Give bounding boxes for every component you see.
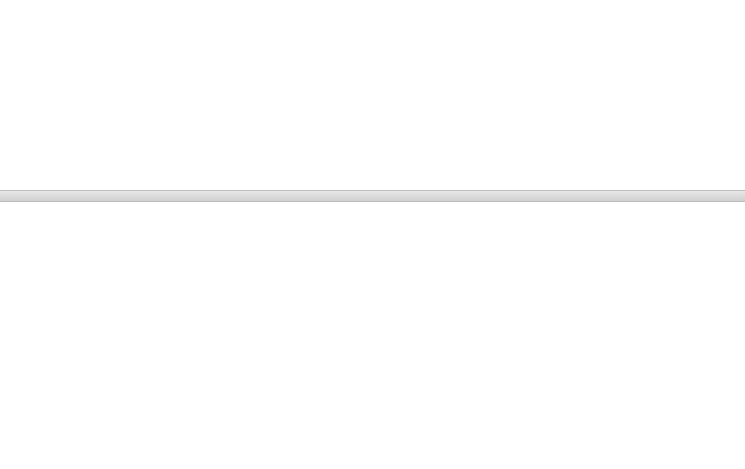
continuation-line bbox=[82, 443, 682, 466]
page-break-divider bbox=[0, 190, 745, 202]
exercise-4-block bbox=[0, 0, 745, 120]
continuation-line bbox=[82, 329, 682, 352]
exercise-4-continuation bbox=[82, 329, 682, 466]
continuation-line bbox=[82, 352, 682, 375]
running-header bbox=[719, 263, 745, 281]
continuation-line bbox=[82, 375, 682, 398]
continuation-line bbox=[82, 397, 682, 420]
continuation-line bbox=[82, 420, 682, 443]
